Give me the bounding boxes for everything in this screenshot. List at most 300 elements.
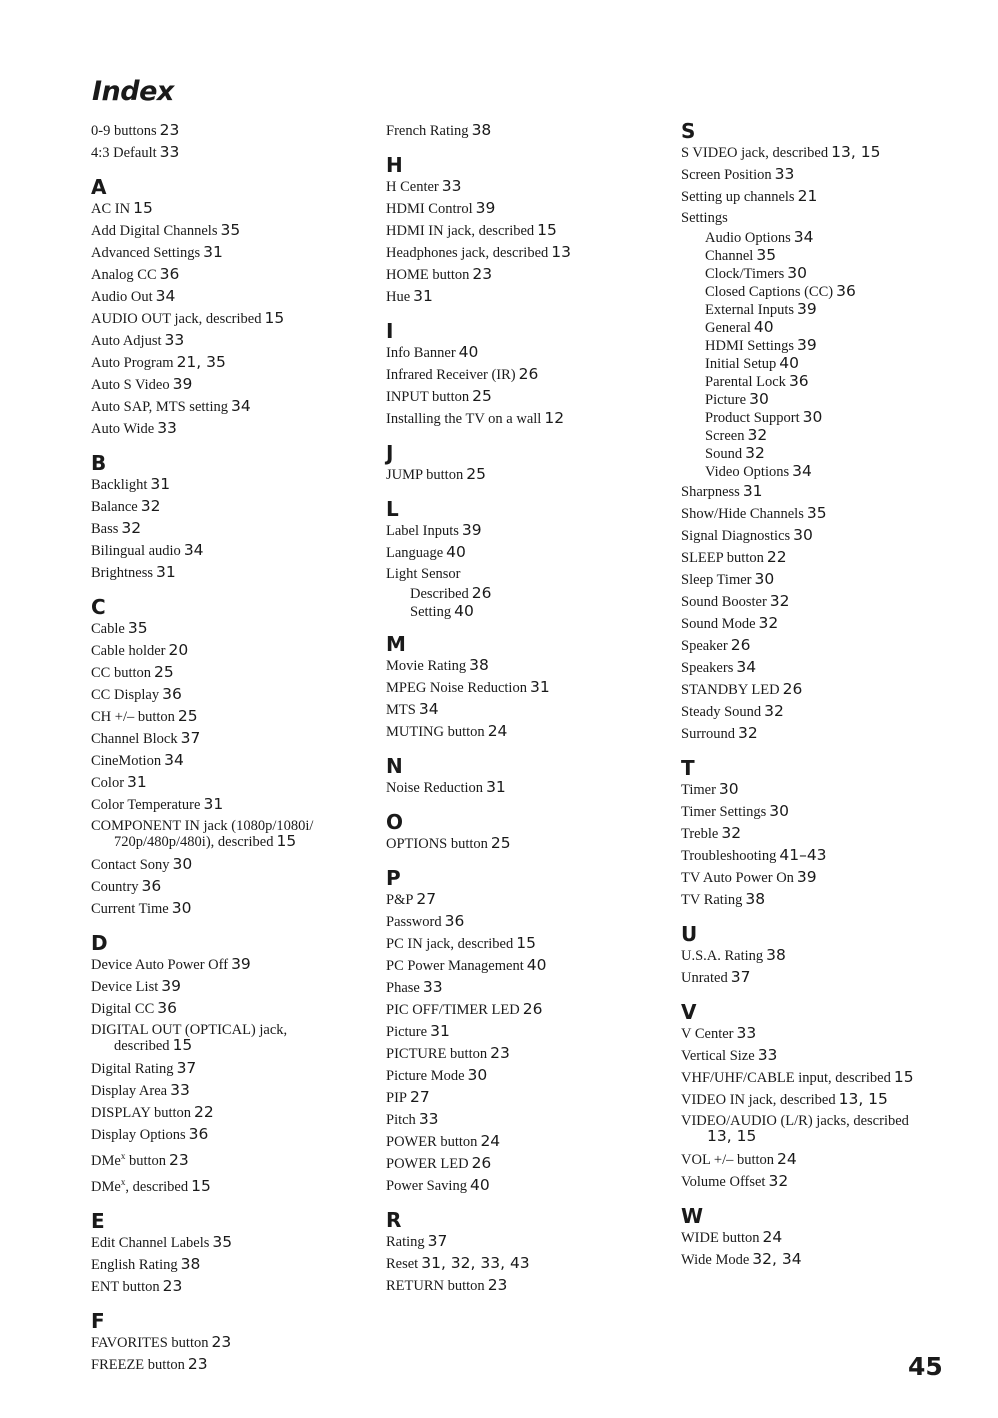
entry-term: Color bbox=[91, 775, 125, 791]
entry-term: Bilingual audio bbox=[91, 543, 181, 559]
index-section bbox=[386, 867, 676, 1197]
entry-term: Backlight bbox=[91, 477, 148, 493]
entry-page: 23 bbox=[472, 265, 493, 283]
index-entry bbox=[386, 999, 676, 1021]
entry-continuation bbox=[681, 1129, 961, 1145]
entry-page: 36 bbox=[141, 877, 162, 895]
index-entry bbox=[681, 164, 961, 186]
entry-term: Balance bbox=[91, 499, 138, 515]
entry-page: 32 bbox=[721, 824, 742, 842]
entry-term: Label Inputs bbox=[386, 523, 459, 539]
index-subentry bbox=[681, 229, 961, 247]
entry-term: Edit Channel Labels bbox=[91, 1234, 210, 1251]
index-entry bbox=[91, 640, 381, 662]
section-letter: B bbox=[91, 451, 107, 475]
index-entry bbox=[91, 954, 381, 976]
index-entry bbox=[681, 823, 961, 845]
index-entry bbox=[91, 198, 381, 220]
index-entry bbox=[386, 564, 676, 585]
entry-term: CineMotion bbox=[91, 753, 162, 769]
entry-term: INPUT button bbox=[386, 389, 470, 405]
index-section bbox=[386, 320, 676, 430]
entry-page: 15 bbox=[537, 221, 557, 239]
index-entry bbox=[386, 286, 676, 308]
index-entry bbox=[386, 699, 676, 721]
index-subentry bbox=[681, 445, 961, 463]
entry-term: Reset bbox=[386, 1256, 419, 1272]
entry-term: Auto Adjust bbox=[91, 333, 162, 349]
index-entry bbox=[91, 220, 381, 242]
index-entry bbox=[681, 503, 961, 525]
subentry-page: 36 bbox=[836, 282, 856, 300]
index-entry bbox=[681, 845, 961, 867]
entry-term: Digital CC bbox=[91, 1001, 155, 1017]
entry-term: Display Options bbox=[91, 1127, 186, 1143]
entry-page: 13 bbox=[551, 243, 571, 261]
entry-term: Analog CC bbox=[91, 267, 157, 283]
entry-page: 36 bbox=[157, 999, 177, 1017]
entry-term: P&P bbox=[386, 892, 414, 908]
entry-term: RETURN button bbox=[386, 1278, 485, 1294]
entry-page: 32 bbox=[768, 1172, 789, 1190]
index-entry bbox=[91, 1332, 381, 1354]
subentry-page: 32 bbox=[745, 444, 765, 462]
index-entry bbox=[681, 525, 961, 547]
index-column-1 bbox=[91, 120, 381, 1376]
index-entry bbox=[681, 701, 961, 723]
index-entry bbox=[386, 1021, 676, 1043]
entry-page: 33 bbox=[736, 1024, 757, 1042]
section-letter: P bbox=[386, 866, 401, 890]
index-entry bbox=[91, 264, 381, 286]
index-entry bbox=[91, 818, 381, 850]
subentry-term: Screen bbox=[705, 428, 745, 444]
entry-page: 31 bbox=[203, 243, 223, 261]
subentry-page: 40 bbox=[779, 354, 800, 372]
entry-term: Picture bbox=[386, 1024, 428, 1040]
subentry-term: Channel bbox=[705, 248, 754, 264]
entry-page: 37 bbox=[730, 968, 751, 986]
entry-term: Timer bbox=[681, 782, 716, 798]
index-entry bbox=[386, 1275, 676, 1297]
entry-page: 33 bbox=[774, 165, 795, 183]
index-section bbox=[386, 154, 676, 308]
entry-term: TV Rating bbox=[681, 892, 743, 908]
entry-page: 39 bbox=[231, 955, 251, 973]
index-entry bbox=[681, 1067, 961, 1089]
entry-page: 24 bbox=[762, 1228, 783, 1246]
index-section bbox=[681, 1205, 961, 1271]
page-number: 45 bbox=[908, 1352, 943, 1381]
index-entry bbox=[91, 998, 381, 1020]
entry-page: 33 bbox=[164, 331, 185, 349]
index-entry bbox=[681, 657, 961, 679]
entry-term: AUDIO OUT jack, described bbox=[91, 311, 262, 327]
index-entry bbox=[91, 242, 381, 264]
subentry-page: 26 bbox=[471, 584, 492, 602]
entry-page: 15 bbox=[516, 934, 536, 952]
section-letter: O bbox=[386, 810, 404, 834]
section-letter: L bbox=[386, 497, 399, 521]
entry-term: Wide Mode bbox=[681, 1252, 750, 1268]
entry-continuation bbox=[91, 834, 381, 850]
entry-term: Setting up channels bbox=[681, 189, 795, 205]
entry-term: Phase bbox=[386, 980, 420, 996]
index-entry bbox=[91, 854, 381, 876]
entry-term: CC button bbox=[91, 665, 152, 681]
entry-term: Power Saving bbox=[386, 1178, 467, 1194]
index-entry bbox=[386, 955, 676, 977]
index-section bbox=[91, 1210, 381, 1298]
index-entry bbox=[91, 396, 381, 418]
entry-superscript: x bbox=[120, 1176, 126, 1187]
entry-page: 15 bbox=[264, 309, 285, 327]
entry-term: Sharpness bbox=[681, 484, 740, 500]
entry-term: Show/Hide Channels bbox=[681, 506, 804, 522]
entry-term: Surround bbox=[681, 726, 735, 742]
index-entry bbox=[91, 1102, 381, 1124]
entry-page: 35 bbox=[212, 1232, 233, 1251]
entry-page: 26 bbox=[518, 365, 539, 383]
index-entry bbox=[681, 591, 961, 613]
entry-term: Light Sensor bbox=[386, 566, 461, 582]
entry-page: 31 bbox=[529, 678, 550, 696]
index-section bbox=[386, 498, 676, 621]
entry-page: 25 bbox=[466, 465, 486, 483]
entry-page: 30 bbox=[769, 802, 790, 820]
entry-page: 30 bbox=[467, 1066, 488, 1084]
entry-term: CC Display bbox=[91, 687, 160, 703]
index-entry bbox=[681, 723, 961, 745]
entry-page: 35 bbox=[806, 504, 827, 522]
subentry-page: 30 bbox=[787, 264, 807, 282]
index-entry bbox=[91, 142, 381, 164]
entry-page: 31 bbox=[127, 773, 147, 791]
entry-page: 31 bbox=[742, 482, 763, 500]
entry-term: Noise Reduction bbox=[386, 780, 484, 796]
entry-term: Audio Out bbox=[91, 289, 153, 305]
entry-term: JUMP button bbox=[386, 467, 464, 483]
entry-page: 31 bbox=[430, 1022, 450, 1040]
entry-term: Language bbox=[386, 545, 444, 561]
entry-page: 21, 35 bbox=[176, 353, 226, 371]
entry-page: 33 bbox=[418, 1110, 439, 1128]
index-subentry bbox=[681, 265, 961, 283]
index-section bbox=[386, 1209, 676, 1297]
entry-page: 24 bbox=[480, 1132, 501, 1150]
entry-term: Treble bbox=[681, 826, 719, 842]
entry-term: WIDE button bbox=[681, 1230, 760, 1246]
section-letter: M bbox=[386, 632, 406, 656]
index-entry bbox=[91, 772, 381, 794]
entry-page: 32 bbox=[737, 724, 758, 742]
index-entry bbox=[386, 911, 676, 933]
entry-term: Brightness bbox=[91, 565, 154, 581]
section-letter: D bbox=[91, 931, 108, 955]
entry-page: 25 bbox=[490, 834, 511, 852]
subentry-page: 36 bbox=[788, 372, 809, 390]
index-subentry bbox=[386, 603, 676, 621]
index-entry bbox=[681, 1249, 961, 1271]
entry-page: 31 bbox=[486, 778, 506, 796]
index-entry bbox=[386, 889, 676, 911]
index-entry bbox=[386, 520, 676, 542]
index-entry bbox=[91, 728, 381, 750]
entry-term: Hue bbox=[386, 289, 411, 305]
index-entry bbox=[681, 1171, 961, 1193]
entry-term: Pitch bbox=[386, 1112, 416, 1128]
entry-page: 37 bbox=[180, 729, 201, 747]
subentry-page: 30 bbox=[802, 408, 823, 426]
entry-term: OPTIONS button bbox=[386, 836, 488, 852]
entry-page: 27 bbox=[409, 1088, 430, 1106]
entry-page: 32, 34 bbox=[752, 1250, 802, 1268]
entry-term: DIGITAL OUT (OPTICAL) jack, bbox=[91, 1022, 288, 1038]
index-entry bbox=[91, 308, 381, 330]
index-entry bbox=[91, 374, 381, 396]
entry-page: 31, 32, 33, 43 bbox=[421, 1254, 530, 1272]
index-subentry bbox=[681, 283, 961, 301]
index-entry bbox=[91, 286, 381, 308]
index-entry bbox=[681, 867, 961, 889]
index-section bbox=[91, 932, 381, 1198]
entry-page: 22 bbox=[766, 548, 787, 566]
entry-term: Picture Mode bbox=[386, 1068, 465, 1084]
index-subentry bbox=[681, 463, 961, 481]
index-entry bbox=[386, 408, 676, 430]
section-letter: E bbox=[91, 1208, 105, 1233]
entry-page: 38 bbox=[745, 890, 766, 908]
index-entry bbox=[681, 967, 961, 989]
index-section bbox=[386, 755, 676, 799]
entry-continuation bbox=[91, 1038, 381, 1054]
entry-page: 40 bbox=[526, 956, 547, 974]
index-entry bbox=[386, 1231, 676, 1253]
subentry-term: Clock/Timers bbox=[705, 266, 785, 282]
entry-page: 22 bbox=[194, 1103, 214, 1121]
entry-page: 21 bbox=[797, 187, 818, 205]
index-entry bbox=[91, 684, 381, 706]
entry-page: 26 bbox=[522, 1000, 543, 1018]
entry-term: DMe bbox=[91, 1152, 121, 1169]
entry-term: PICTURE button bbox=[386, 1046, 488, 1062]
entry-page: 26 bbox=[730, 636, 751, 654]
index-entry bbox=[386, 220, 676, 242]
index-entry bbox=[91, 1172, 381, 1198]
entry-page: 34 bbox=[418, 700, 439, 718]
index-section bbox=[91, 120, 381, 164]
entry-page: 30 bbox=[172, 855, 193, 873]
entry-page: 41–43 bbox=[779, 846, 827, 864]
entry-term: Installing the TV on a wall bbox=[386, 411, 542, 427]
entry-term: Sound Booster bbox=[681, 594, 767, 610]
entry-term: DMe bbox=[91, 1178, 121, 1195]
entry-term: Speakers bbox=[681, 660, 734, 676]
index-subentry bbox=[681, 373, 961, 391]
section-letter: N bbox=[386, 754, 403, 778]
entry-term: U.S.A. Rating bbox=[681, 948, 764, 964]
entry-page: 13, 15 bbox=[707, 1127, 757, 1145]
entry-page: 27 bbox=[416, 890, 437, 908]
index-entry bbox=[386, 364, 676, 386]
entry-page: 31 bbox=[156, 563, 176, 581]
index-section bbox=[681, 923, 961, 989]
index-entry bbox=[91, 540, 381, 562]
entry-page: 32 bbox=[758, 614, 779, 632]
entry-page: 23 bbox=[169, 1150, 189, 1169]
entry-term: Auto SAP, MTS setting bbox=[91, 399, 228, 415]
index-entry bbox=[386, 655, 676, 677]
entry-page: 33 bbox=[441, 177, 462, 195]
entry-page: 25 bbox=[154, 663, 174, 681]
entry-term: POWER LED bbox=[386, 1156, 469, 1172]
entry-page: 36 bbox=[444, 912, 465, 930]
index-entry bbox=[681, 1089, 961, 1111]
section-letter: F bbox=[91, 1308, 105, 1333]
entry-page: 25 bbox=[472, 387, 492, 405]
entry-continuation-text: described bbox=[114, 1038, 170, 1054]
index-subentry bbox=[681, 391, 961, 409]
entry-page: 33 bbox=[757, 1046, 778, 1064]
index-entry bbox=[91, 976, 381, 998]
entry-page: 26 bbox=[471, 1154, 492, 1172]
subentry-page: 35 bbox=[756, 246, 777, 264]
entry-page: 39 bbox=[796, 868, 817, 886]
index-section bbox=[91, 452, 381, 584]
subentry-term: Closed Captions (CC) bbox=[705, 284, 834, 300]
entry-term: Password bbox=[386, 914, 442, 930]
entry-term: VOL +/– button bbox=[681, 1152, 775, 1168]
entry-term: FAVORITES button bbox=[91, 1334, 209, 1351]
entry-term: VIDEO IN jack, described bbox=[681, 1092, 836, 1108]
section-letter: U bbox=[681, 922, 698, 946]
entry-page: 23 bbox=[162, 1276, 183, 1295]
entry-term: Bass bbox=[91, 521, 119, 537]
subentry-term: General bbox=[705, 320, 751, 336]
entry-term: French Rating bbox=[386, 123, 469, 139]
index-entry bbox=[91, 1022, 381, 1054]
subentry-page: 34 bbox=[792, 462, 812, 480]
entry-page: 34 bbox=[164, 751, 184, 769]
subentry-page: 34 bbox=[793, 228, 814, 246]
section-letter: J bbox=[386, 441, 394, 465]
index-entry bbox=[681, 1227, 961, 1249]
entry-page: 40 bbox=[469, 1176, 490, 1194]
entry-term: Vertical Size bbox=[681, 1048, 755, 1064]
entry-page: 32 bbox=[121, 519, 142, 537]
entry-page: 33 bbox=[170, 1081, 190, 1099]
entry-page: 34 bbox=[155, 287, 176, 305]
entry-term: Troubleshooting bbox=[681, 848, 777, 864]
section-letter: C bbox=[91, 595, 106, 619]
section-letter: V bbox=[681, 1000, 697, 1024]
entry-term: Cable bbox=[91, 621, 125, 637]
entry-term: MPEG Noise Reduction bbox=[386, 680, 527, 696]
entry-page: 13, 15 bbox=[838, 1090, 888, 1108]
entry-term: Color Temperature bbox=[91, 797, 201, 813]
entry-term: Movie Rating bbox=[386, 658, 467, 674]
index-entry bbox=[91, 496, 381, 518]
index-subentry bbox=[386, 585, 676, 603]
index-entry bbox=[91, 1354, 381, 1376]
entry-page: 36 bbox=[159, 265, 180, 283]
index-subentry bbox=[681, 319, 961, 337]
index-entry bbox=[386, 264, 676, 286]
entry-term: Unrated bbox=[681, 970, 728, 986]
index-entry bbox=[681, 481, 961, 503]
entry-term: HDMI Control bbox=[386, 201, 473, 217]
entry-term: Infrared Receiver (IR) bbox=[386, 367, 516, 383]
entry-page: 37 bbox=[176, 1059, 197, 1077]
entry-page: 32 bbox=[764, 702, 784, 720]
entry-page: 35 bbox=[220, 221, 241, 239]
index-entry bbox=[386, 721, 676, 743]
entry-term: Auto Program bbox=[91, 355, 174, 371]
section-letter: I bbox=[386, 319, 394, 343]
index-entry bbox=[91, 1276, 381, 1298]
entry-term: VIDEO/AUDIO (L/R) jacks, described bbox=[681, 1113, 909, 1129]
entry-page: 36 bbox=[162, 685, 182, 703]
index-entry bbox=[681, 186, 961, 208]
entry-page: 30 bbox=[718, 780, 739, 798]
subentry-term: Parental Lock bbox=[705, 374, 786, 390]
index-entry bbox=[91, 706, 381, 728]
index-entry bbox=[386, 1131, 676, 1153]
entry-page: 40 bbox=[458, 343, 479, 361]
entry-term: PC IN jack, described bbox=[386, 936, 514, 952]
subentry-term: Initial Setup bbox=[705, 356, 777, 372]
page-title: Index bbox=[92, 76, 174, 107]
entry-term: Contact Sony bbox=[91, 857, 170, 873]
index-section bbox=[681, 120, 961, 745]
index-entry bbox=[681, 547, 961, 569]
subentry-page: 32 bbox=[747, 426, 768, 444]
entry-page: 38 bbox=[471, 121, 492, 139]
index-entry bbox=[91, 1232, 381, 1254]
index-entry bbox=[386, 1109, 676, 1131]
index-subentry bbox=[681, 337, 961, 355]
entry-term: S VIDEO jack, described bbox=[681, 145, 829, 161]
index-entry bbox=[386, 833, 676, 855]
entry-page: 40 bbox=[446, 543, 466, 561]
entry-term: PIP bbox=[386, 1090, 407, 1106]
entry-term: Sleep Timer bbox=[681, 572, 752, 588]
entry-page: 30 bbox=[171, 899, 192, 917]
entry-term: Device Auto Power Off bbox=[91, 957, 229, 973]
subentry-term: Described bbox=[410, 586, 469, 602]
index-section bbox=[681, 757, 961, 911]
index-entry bbox=[91, 618, 381, 640]
entry-page: 23 bbox=[211, 1332, 232, 1351]
index-entry bbox=[681, 779, 961, 801]
index-entry bbox=[91, 120, 381, 142]
index-entry bbox=[386, 677, 676, 699]
index-entry bbox=[91, 1146, 381, 1172]
entry-page: 25 bbox=[177, 707, 198, 725]
entry-term: ENT button bbox=[91, 1278, 160, 1295]
index-entry bbox=[386, 1065, 676, 1087]
index-section bbox=[91, 1310, 381, 1376]
subentry-term: Video Options bbox=[705, 464, 790, 480]
entry-term: PIC OFF/TIMER LED bbox=[386, 1002, 520, 1018]
subentry-term: External Inputs bbox=[705, 302, 794, 318]
index-entry bbox=[386, 1043, 676, 1065]
section-letter: S bbox=[681, 119, 696, 143]
entry-page: 39 bbox=[475, 199, 496, 217]
entry-term: Settings bbox=[681, 210, 728, 226]
index-entry bbox=[681, 679, 961, 701]
entry-page: 31 bbox=[203, 795, 224, 813]
